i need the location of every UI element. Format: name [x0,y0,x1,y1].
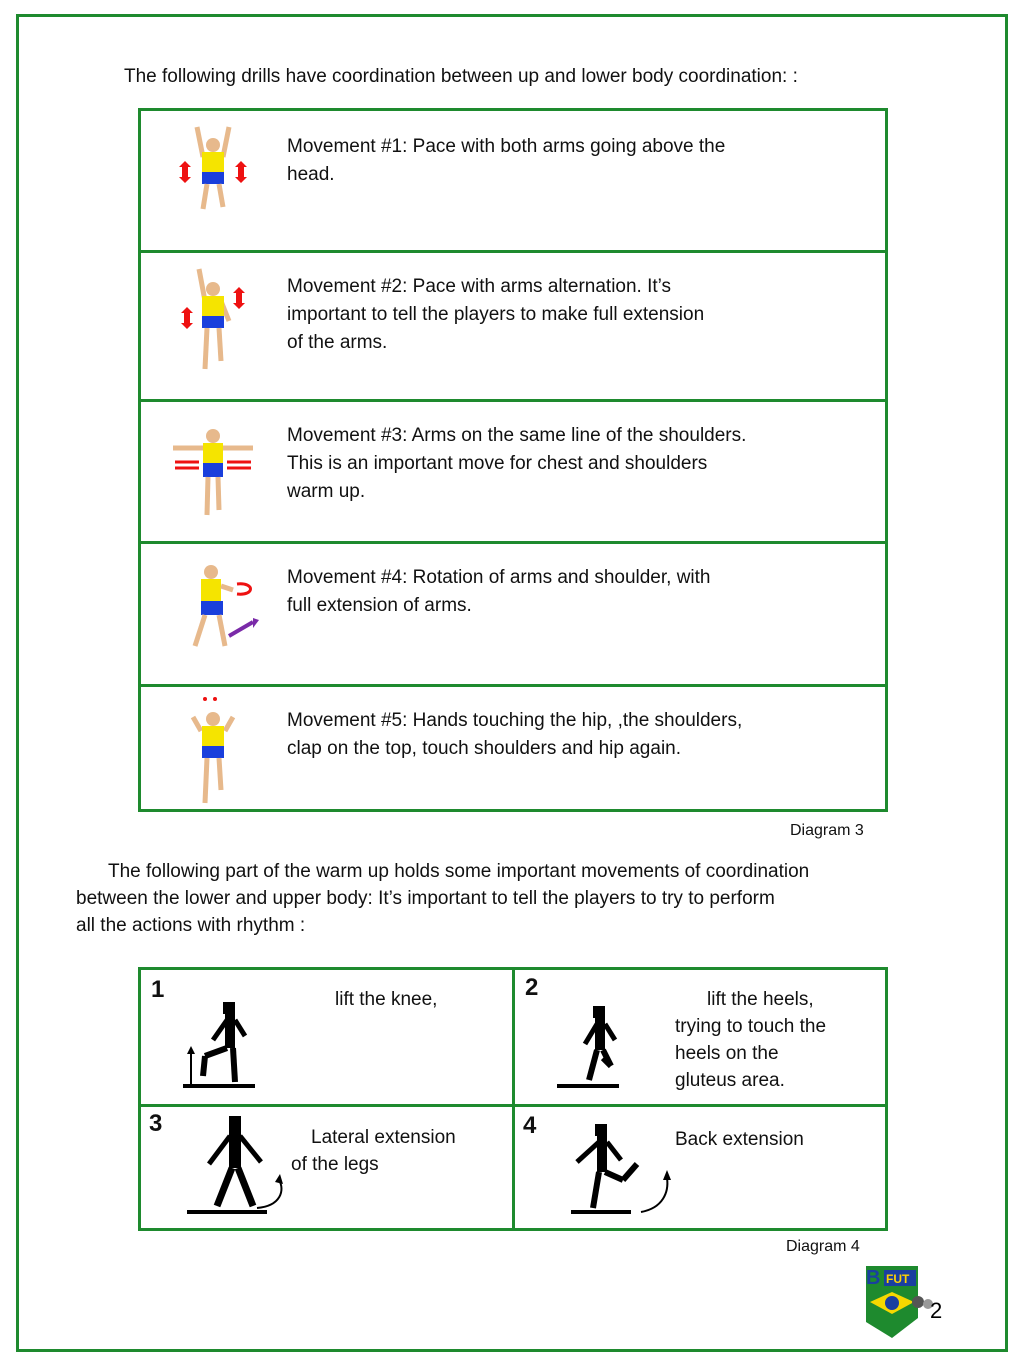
hands-touching-figure-icon [163,695,263,815]
arms-sideways-figure-icon [163,410,263,530]
cell-2-number: 2 [525,974,539,1001]
svg-text:FUT: FUT [886,1272,910,1286]
movement-5-text: Movement #5: Hands touching the hip, ,the shoulders, clap on the top, touch shoulders and hip again. [287,710,743,759]
arms-up-figure-icon [163,119,263,239]
lateral-extension-figure-icon [185,1114,289,1220]
intro-text: The following drills have coordination between up and lower body coordination: : [124,66,798,87]
cell-2-text: lift the heels, trying to touch the heels on the gluteus area. [675,989,827,1091]
grid-divider-vertical [512,970,515,1228]
svg-text:B: B [866,1267,881,1289]
cell-1-number: 1 [151,976,165,1003]
intro-paragraph: The following part of the warm up holds some important movements of coordination between the lower and upper body: It’s important to tell the players to try to perform all the actions with rhythm : [76,861,810,936]
movements-table [138,108,888,812]
cell-4-number: 4 [523,1112,537,1139]
diagram-4-caption: Diagram 4 [786,1238,860,1255]
movement-row-4 [141,541,885,684]
back-extension-figure-icon [569,1122,677,1218]
cell-4-text: Back extension [675,1129,804,1150]
cell-1-text: lift the knee, [335,989,438,1010]
movement-3-text: Movement #3: Arms on the same line of the shoulders. This is an important move for chest and shoulders warm up. [287,425,747,502]
movement-row-2 [141,250,885,399]
heel-lift-figure-icon [557,1004,637,1094]
knee-lift-figure-icon [183,998,259,1094]
movement-1-text: Movement #1: Pace with both arms going above the head. [287,136,726,185]
exercise-grid [138,967,888,1231]
svg-text:2: 2 [930,1298,942,1323]
arm-alternation-figure-icon [163,261,263,381]
arm-rotation-figure-icon [163,552,263,672]
movement-row-1 [141,111,885,250]
diagram-3-caption: Diagram 3 [790,822,864,839]
movement-2-text: Movement #2: Pace with arms alternation. It’s important to tell the players to make full extension of the arms. [287,276,705,353]
grid-divider-horizontal [141,1104,885,1107]
movement-4-text: Movement #4: Rotation of arms and shoulder, with full extension of arms. [287,567,711,616]
movement-row-5 [141,684,885,812]
cell-3-number: 3 [149,1110,163,1137]
movement-row-3 [141,399,885,542]
bfut-logo-icon [862,1262,942,1342]
cell-3-text: Lateral extension of the legs [291,1127,456,1175]
